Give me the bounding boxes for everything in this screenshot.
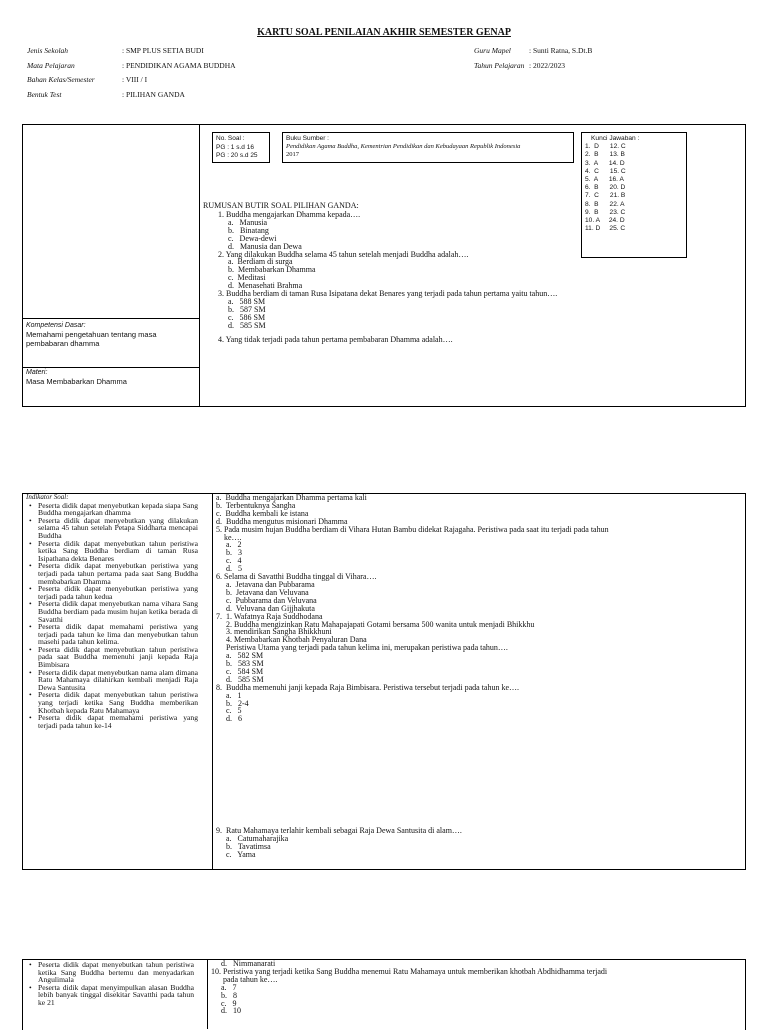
question-list-1: [218, 211, 578, 344]
header-label: Bentuk Test: [27, 90, 62, 99]
indikator-item: • Peserta didik dapat menyebutkan nama alam dimana Ratu Mahamaya dilahirkan kembali menjadi Raja Dewa Santusita: [26, 669, 198, 692]
buku-sumber-line: Pendidikan Agama Buddha, Kementrian Pendidikan dan Kebudayaan Republik Indonesia: [286, 143, 521, 150]
answer-key-row: 5. A 16. A: [585, 176, 624, 184]
indikator-item: • Peserta didik dapat menyebutkan yang dilakukan selama 45 tahun setelah Petapa Siddharta mencapai Buddha: [26, 517, 198, 540]
question-line: d. 6: [216, 714, 242, 724]
answer-key-row: 6. B 20. D: [585, 184, 626, 192]
header-value: : 2022/2023: [529, 61, 566, 70]
no-soal-line: PG : 20 s.d 25: [216, 152, 258, 159]
header-value: : PILIHAN GANDA: [122, 90, 185, 99]
question-line: 2. Yang dilakukan Buddha selama 45 tahun setelah menjadi Buddha adalah….: [218, 249, 469, 259]
question-line: c. 4: [216, 556, 242, 566]
question-line: c. 9: [211, 998, 237, 1008]
header-value: : PENDIDIKAN AGAMA BUDDHA: [122, 61, 236, 70]
question-line: 4. Yang tidak terjadi pada tahun pertama pembabaran Dhamma adalah….: [218, 334, 453, 344]
kompetensi-line: pembabaran dhamma: [26, 339, 100, 348]
question-line: 4. Membabarkan Khotbah Penyaluran Dana: [216, 635, 367, 645]
column-divider: [212, 493, 213, 869]
question-list-2: [216, 494, 736, 723]
question-line: a. 7: [211, 982, 237, 992]
question-line: 5. Pada musim hujan Buddha berdiam di Vihara Hutan Bambu didekat Rajagaha. Peristiwa pada saat itu terjadi pada tahun: [216, 524, 609, 534]
question-line: b. 3: [216, 548, 242, 558]
question-line: b. 8: [211, 990, 237, 1000]
header-value: : SMP PLUS SETIA BUDI: [122, 46, 204, 55]
header-label: Tahun Pelajaran: [474, 61, 525, 70]
row-divider: [22, 318, 199, 319]
indikator-item: • Peserta didik dapat menyebutkan nama vihara Sang Buddha berdiam pada musim hujan ketika berada di Savatthi: [26, 600, 198, 623]
header-label: Guru Mapel: [474, 46, 511, 55]
question-line: ke….: [216, 532, 242, 542]
header-value: : Sunti Ratna, S.Dt.B: [529, 46, 593, 55]
question-line: 6. Selama di Savatthi Buddha tinggal di Vihara….: [216, 572, 377, 582]
answer-key-row: 1. D 12. C: [585, 143, 626, 151]
question-line: 8. Buddha memenuhi janji kepada Raja Bimbisara. Peristiwa tersebut terjadi pada tahun ke….: [216, 682, 520, 692]
materi-label: Materi:: [26, 369, 48, 376]
indikator-soal-list-3: [26, 961, 194, 1007]
kompetensi-label: Kompetensi Dasar:: [26, 322, 86, 329]
question-line: b. 587 SM: [218, 304, 266, 314]
header-label: Jenis Sekolah: [27, 46, 69, 55]
row-divider: [22, 367, 199, 368]
question-line: a. 588 SM: [218, 296, 266, 306]
no-soal-line: PG : 1 s.d 16: [216, 143, 254, 151]
question-line: c. Yama: [216, 849, 256, 859]
question-line: c. Pubbarama dan Veluvana: [216, 595, 317, 605]
question-line: a. 1: [216, 690, 242, 700]
question-line: 3. mendirikan Sangha Bhikkhuni: [216, 627, 332, 637]
indikator-item: • Peserta didik dapat menyimpulkan alasan Buddha lebih banyak tinggal disekitar Savatthi pada tahun ke 21: [26, 984, 194, 1007]
buku-sumber-line: 2017: [286, 151, 299, 158]
question-line: b. Jetavana dan Veluvana: [216, 587, 309, 597]
kompetensi-dasar: [26, 322, 196, 348]
question-line: 10. Peristiwa yang terjadi ketika Sang Buddha menemui Ratu Mahamaya untuk memberikan khotbah Abdhidhamma terjadi: [211, 966, 608, 976]
question-line: 7. 1. Wafatnya Raja Suddhodana: [216, 611, 323, 621]
question-line: d. 585 SM: [216, 674, 264, 684]
question-line: d. Nimmanarati: [211, 959, 276, 968]
answer-key-row: 4. C 15. C: [585, 167, 626, 175]
question-line: b. Terbentuknya Sangha: [216, 500, 296, 510]
indikator-item: • Peserta didik dapat menyebutkan tahun peristiwa yang terjadi ketika Sang Buddha memberikan Khotbah kepada Ratu Mahamaya: [26, 691, 198, 714]
question-line: a. Berdiam di surga: [218, 257, 293, 267]
question-line: c. 5: [216, 706, 242, 716]
indikator-item: • Peserta didik dapat memahami peristiwa yang terjadi pada tahun ke-14: [26, 714, 198, 729]
no-soal-box: [212, 132, 270, 163]
question-line: d. Veluvana dan Gijjhakuta: [216, 603, 315, 613]
kunci-jawaban-label: Kunci Jawaban :: [591, 135, 640, 142]
indikator-item: • Peserta didik dapat memahami peristiwa yang terjadi pada tahun ke lima dan menyebutkan tahun masehi pada tahun kelima.: [26, 623, 198, 646]
answer-key-row: 2. B 13. B: [585, 151, 625, 159]
question-line: 1. Buddha mengajarkan Dhamma kepada….: [218, 210, 361, 219]
question-line: d. Manusia dan Dewa: [218, 241, 302, 251]
question-line: a. 582 SM: [216, 651, 264, 661]
header-value: : VIII / I: [122, 75, 148, 84]
question-line: d. Menasehati Brahma: [218, 281, 303, 291]
question-line: c. Buddha kembali ke istana: [216, 508, 309, 518]
column-divider: [207, 959, 208, 1029]
materi-value: Masa Membabarkan Dhamma: [26, 377, 127, 386]
question-line: a. Jetavana dan Pubbarama: [216, 579, 315, 589]
answer-key-row: 8. B 22. A: [585, 200, 625, 208]
header-label: Mata Pelajaran: [27, 61, 75, 70]
question-line: 9. Ratu Mahamaya terlahir kembali sebagai Raja Dewa Santusita di alam….: [216, 826, 462, 835]
answer-key-row: 3. A 14. D: [585, 159, 625, 167]
question-line: pada tahun ke….: [211, 974, 278, 984]
no-soal-line: No. Soal :: [216, 135, 245, 142]
indikator-item: • Peserta didik dapat menyebutkan tahun peristiwa ketika Sang Buddha berdiam di taman Rusa Isipathana dekta Benares: [26, 540, 198, 563]
indikator-item: • Peserta didik dapat menyebutkan tahun peristiwa ketika Sang Buddha bertemu dan menyadarkan Angulimala: [26, 961, 194, 984]
kunci-jawaban-box: [581, 132, 687, 258]
answer-key-row: 7. C 21. B: [585, 192, 626, 200]
question-list-2b: [216, 827, 736, 859]
answer-key-row: 9. B 23. C: [585, 208, 626, 216]
indikator-item: • Peserta didik dapat menyebutkan kepada siapa Sang Buddha mengajarkan dhamma: [26, 502, 198, 517]
indikator-soal-list: [26, 494, 198, 729]
question-list-3: [211, 960, 741, 1015]
question-line: c. Meditasi: [218, 273, 266, 283]
header-label: Bahan Kelas/Semester: [27, 75, 95, 84]
indikator-item: • Peserta didik dapat menyebutkan peristiwa yang terjadi pada tahun kedua: [26, 585, 198, 600]
question-line: d. 585 SM: [218, 320, 266, 330]
column-divider: [199, 124, 200, 406]
question-line: a. Manusia: [218, 217, 268, 227]
buku-sumber-label: Buku Sumber :: [286, 135, 329, 142]
indikator-label: Indikator Soal:: [26, 493, 69, 501]
question-line: c. 584 SM: [216, 666, 264, 676]
answer-key-row: 11. D 25. C: [585, 225, 626, 233]
question-line: b. 583 SM: [216, 659, 264, 669]
indikator-item: • Peserta didik dapat menyebutkan peristiwa yang terjadi pada tahun pertama pada saat Sang Buddha membabarkan Dhamma: [26, 562, 198, 585]
page-title: KARTU SOAL PENILAIAN AKHIR SEMESTER GENAP: [257, 27, 511, 38]
question-line: d. 10: [211, 1006, 241, 1016]
question-line: b. Tavatimsa: [216, 841, 271, 851]
question-line: b. 2-4: [216, 698, 249, 708]
question-line: c. Dewa-dewi: [218, 233, 277, 243]
indikator-item: • Peserta didik dapat menyebutkan tahun peristiwa pada saat Buddha memenuhi janji kepada Raja Bimbisara: [26, 646, 198, 669]
question-line: b. Binatang: [218, 225, 269, 235]
question-line: a. Buddha mengajarkan Dhamma pertama kali: [216, 493, 367, 502]
question-line: a. 2: [216, 540, 242, 550]
question-line: d. Buddha mengutus misionari Dhamma: [216, 516, 348, 526]
materi: [26, 369, 196, 386]
question-line: c. 586 SM: [218, 312, 266, 322]
question-line: d. 5: [216, 564, 242, 574]
kompetensi-line: Memahami pengetahuan tentang masa: [26, 330, 157, 339]
rumusan-label: RUMUSAN BUTIR SOAL PILIHAN GANDA:: [203, 201, 359, 210]
question-line: b. Membabarkan Dhamma: [218, 265, 316, 275]
buku-sumber-box: [282, 132, 574, 163]
question-line: a. Catumaharajika: [216, 833, 289, 843]
question-line: Peristiwa Utama yang terjadi pada tahun kelima ini, merupakan peristiwa pada tahun….: [216, 643, 508, 653]
answer-key-row: 10. A 24. D: [585, 217, 625, 225]
question-line: 2. Buddha mengizinkan Ratu Mahapajapati Gotami bersama 500 wanita untuk menjadi Bhikkhu: [216, 619, 535, 629]
question-line: 3. Buddha berdiam di taman Rusa Isipatana dekat Benares yang terjadi pada tahun pertama yaitu tahun….: [218, 289, 558, 299]
